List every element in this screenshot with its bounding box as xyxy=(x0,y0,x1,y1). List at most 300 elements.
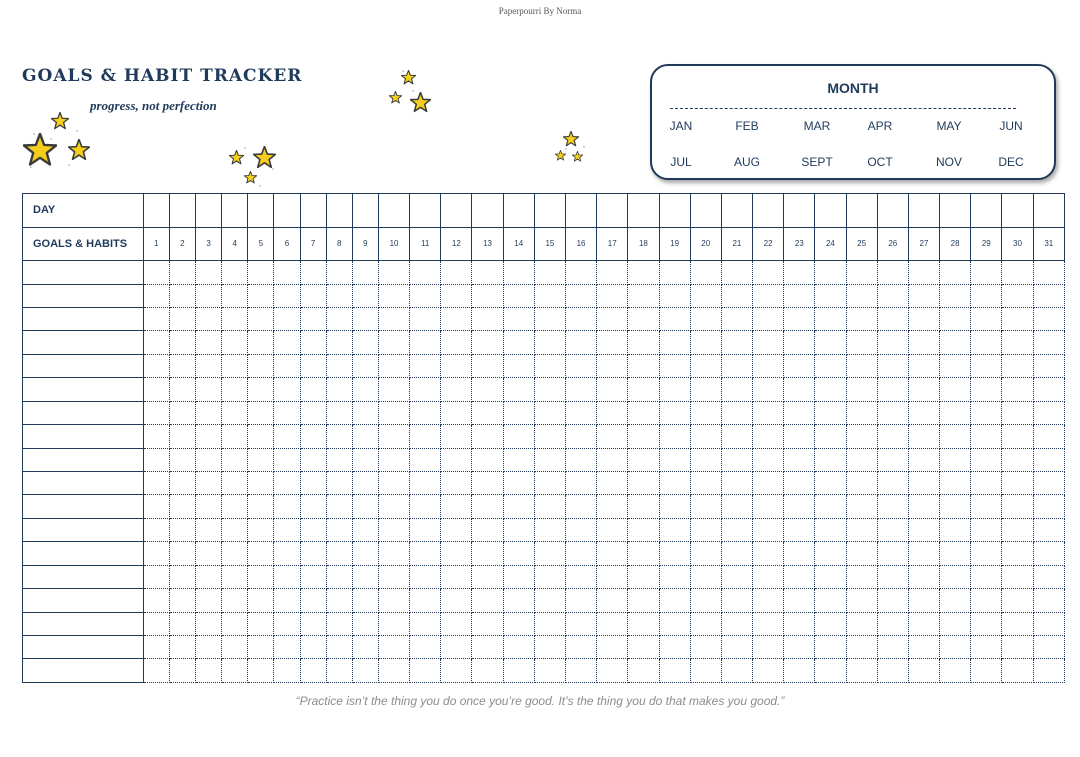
habit-check-cell xyxy=(169,472,195,495)
habit-check-cell xyxy=(300,425,326,448)
habit-row xyxy=(23,354,1065,377)
habit-check-cell xyxy=(877,589,908,612)
habit-check-cell xyxy=(1033,589,1064,612)
day-number: 29 xyxy=(971,227,1002,261)
habit-check-cell xyxy=(846,542,877,565)
day-of-week-cell xyxy=(1002,194,1033,228)
habit-check-cell xyxy=(441,542,472,565)
habit-check-cell xyxy=(300,542,326,565)
habit-check-cell xyxy=(472,401,503,424)
habit-check-cell xyxy=(378,472,409,495)
habit-check-cell xyxy=(1033,401,1064,424)
habit-check-cell xyxy=(195,284,221,307)
habit-check-cell xyxy=(378,331,409,354)
habit-check-cell xyxy=(690,542,721,565)
habit-check-cell xyxy=(690,612,721,635)
habit-check-cell xyxy=(597,659,628,683)
habit-check-cell xyxy=(195,331,221,354)
habit-check-cell xyxy=(659,261,690,284)
habit-check-cell xyxy=(877,284,908,307)
habit-check-cell xyxy=(143,401,169,424)
habit-check-cell xyxy=(195,378,221,401)
habit-check-cell xyxy=(940,589,971,612)
day-number: 30 xyxy=(1002,227,1033,261)
habit-check-cell xyxy=(597,635,628,658)
habit-check-cell xyxy=(846,495,877,518)
day-of-week-cell xyxy=(326,194,352,228)
habit-check-cell xyxy=(690,565,721,588)
habit-check-cell xyxy=(628,659,659,683)
habit-check-cell xyxy=(248,308,274,331)
habit-check-cell xyxy=(565,635,596,658)
day-number: 27 xyxy=(908,227,939,261)
habit-check-cell xyxy=(846,659,877,683)
habit-check-cell xyxy=(877,308,908,331)
habit-row xyxy=(23,448,1065,471)
habit-check-cell xyxy=(169,542,195,565)
habit-check-cell xyxy=(815,612,846,635)
habit-check-cell xyxy=(222,425,248,448)
habit-check-cell xyxy=(1002,589,1033,612)
habit-check-cell xyxy=(195,401,221,424)
habit-check-cell xyxy=(195,518,221,541)
habit-check-cell xyxy=(1002,261,1033,284)
habit-check-cell xyxy=(597,495,628,518)
habit-check-cell xyxy=(597,542,628,565)
habit-check-cell xyxy=(753,354,784,377)
habit-check-cell xyxy=(195,308,221,331)
habit-check-cell xyxy=(143,354,169,377)
sparkle-dot xyxy=(583,146,585,148)
day-number: 3 xyxy=(195,227,221,261)
habit-check-cell xyxy=(472,612,503,635)
habit-check-cell xyxy=(846,261,877,284)
habit-check-cell xyxy=(971,448,1002,471)
habit-check-cell xyxy=(971,542,1002,565)
habit-check-cell xyxy=(410,612,441,635)
habit-check-cell xyxy=(1002,378,1033,401)
habit-check-cell xyxy=(352,612,378,635)
day-of-week-cell xyxy=(597,194,628,228)
footer-quote: “Practice isn’t the thing you do once you’re good. It’s the thing you do that makes you good.” xyxy=(295,694,785,708)
day-of-week-cell xyxy=(274,194,300,228)
habit-check-cell xyxy=(300,659,326,683)
habit-name-cell xyxy=(23,518,144,541)
day-of-week-cell xyxy=(534,194,565,228)
habit-check-cell xyxy=(1033,308,1064,331)
habit-check-cell xyxy=(274,284,300,307)
habit-check-cell xyxy=(565,401,596,424)
habit-check-cell xyxy=(659,331,690,354)
habit-check-cell xyxy=(472,284,503,307)
habit-check-cell xyxy=(565,589,596,612)
day-number: 1 xyxy=(143,227,169,261)
habit-check-cell xyxy=(846,448,877,471)
habit-check-cell xyxy=(326,378,352,401)
habit-check-cell xyxy=(441,425,472,448)
habit-check-cell xyxy=(534,612,565,635)
habit-check-cell xyxy=(659,612,690,635)
habit-check-cell xyxy=(143,635,169,658)
habit-check-cell xyxy=(352,472,378,495)
habit-check-cell xyxy=(846,308,877,331)
day-number: 18 xyxy=(628,227,659,261)
habit-check-cell xyxy=(628,401,659,424)
star-icon xyxy=(555,150,566,161)
habit-check-cell xyxy=(410,401,441,424)
day-number: 2 xyxy=(169,227,195,261)
habit-check-cell xyxy=(274,472,300,495)
habit-check-cell xyxy=(1033,495,1064,518)
habit-check-cell xyxy=(721,659,752,683)
habit-check-cell xyxy=(378,635,409,658)
habit-check-cell xyxy=(274,542,300,565)
habit-check-cell xyxy=(195,565,221,588)
habit-row xyxy=(23,659,1065,683)
habit-check-cell xyxy=(169,448,195,471)
sparkle-dot xyxy=(244,147,246,149)
habit-check-cell xyxy=(815,659,846,683)
habit-check-cell xyxy=(815,284,846,307)
habit-check-cell xyxy=(378,378,409,401)
habit-check-cell xyxy=(472,589,503,612)
habit-check-cell xyxy=(940,612,971,635)
habit-check-cell xyxy=(1002,495,1033,518)
day-number: 4 xyxy=(222,227,248,261)
habit-name-cell xyxy=(23,331,144,354)
habit-check-cell xyxy=(503,495,534,518)
habit-check-cell xyxy=(721,448,752,471)
habit-check-cell xyxy=(222,401,248,424)
habit-row xyxy=(23,425,1065,448)
month-option-aug: AUG xyxy=(733,155,761,169)
habit-check-cell xyxy=(877,354,908,377)
habit-check-cell xyxy=(846,284,877,307)
habit-check-cell xyxy=(222,635,248,658)
sparkle-dot xyxy=(402,70,404,72)
habit-check-cell xyxy=(628,472,659,495)
habit-check-cell xyxy=(908,425,939,448)
habit-check-cell xyxy=(784,284,815,307)
habit-check-cell xyxy=(534,659,565,683)
habit-check-cell xyxy=(971,635,1002,658)
day-of-week-cell xyxy=(169,194,195,228)
month-option-jun: JUN xyxy=(999,119,1023,133)
day-of-week-cell xyxy=(846,194,877,228)
day-label: DAY xyxy=(23,194,144,228)
habit-check-cell xyxy=(721,331,752,354)
habit-check-cell xyxy=(908,542,939,565)
habit-check-cell xyxy=(659,354,690,377)
habit-check-cell xyxy=(908,635,939,658)
day-of-week-cell xyxy=(1033,194,1064,228)
habit-check-cell xyxy=(815,518,846,541)
habit-check-cell xyxy=(410,542,441,565)
day-number: 17 xyxy=(597,227,628,261)
habit-name-cell xyxy=(23,542,144,565)
habit-check-cell xyxy=(352,261,378,284)
habit-check-cell xyxy=(503,542,534,565)
habit-check-cell xyxy=(565,261,596,284)
habit-check-cell xyxy=(222,495,248,518)
habit-check-cell xyxy=(565,659,596,683)
habit-check-cell xyxy=(169,659,195,683)
habit-check-cell xyxy=(441,261,472,284)
habit-check-cell xyxy=(940,472,971,495)
habit-check-cell xyxy=(690,659,721,683)
habit-check-cell xyxy=(143,448,169,471)
habit-check-cell xyxy=(472,472,503,495)
habit-check-cell xyxy=(753,425,784,448)
habit-check-cell xyxy=(971,378,1002,401)
day-number: 31 xyxy=(1033,227,1064,261)
habit-check-cell xyxy=(195,261,221,284)
habit-check-cell xyxy=(565,472,596,495)
habit-check-cell xyxy=(690,589,721,612)
habit-check-cell xyxy=(441,659,472,683)
habit-check-cell xyxy=(195,589,221,612)
habit-check-cell xyxy=(628,354,659,377)
habit-row xyxy=(23,612,1065,635)
habit-check-cell xyxy=(410,659,441,683)
habit-row xyxy=(23,589,1065,612)
habit-check-cell xyxy=(753,308,784,331)
habit-check-cell xyxy=(846,518,877,541)
habit-check-cell xyxy=(169,589,195,612)
habit-check-cell xyxy=(326,448,352,471)
habit-check-cell xyxy=(628,448,659,471)
habit-name-cell xyxy=(23,354,144,377)
habit-check-cell xyxy=(472,635,503,658)
habit-check-cell xyxy=(784,542,815,565)
habit-name-cell xyxy=(23,659,144,683)
habit-check-cell xyxy=(326,331,352,354)
habit-check-cell xyxy=(169,308,195,331)
habit-check-cell xyxy=(1002,354,1033,377)
habit-check-cell xyxy=(274,612,300,635)
habit-check-cell xyxy=(1033,472,1064,495)
habit-check-cell xyxy=(222,331,248,354)
habit-row xyxy=(23,308,1065,331)
habit-check-cell xyxy=(441,495,472,518)
habit-check-cell xyxy=(326,542,352,565)
habit-check-cell xyxy=(410,354,441,377)
habit-check-cell xyxy=(597,518,628,541)
day-of-week-cell xyxy=(472,194,503,228)
day-of-week-cell xyxy=(659,194,690,228)
habit-row xyxy=(23,542,1065,565)
sparkle-dot xyxy=(30,166,32,168)
habit-check-cell xyxy=(300,261,326,284)
habit-check-cell xyxy=(753,261,784,284)
habit-check-cell xyxy=(721,495,752,518)
habit-check-cell xyxy=(565,612,596,635)
habit-check-cell xyxy=(503,331,534,354)
habit-check-cell xyxy=(1033,331,1064,354)
habit-check-cell xyxy=(877,635,908,658)
habit-check-cell xyxy=(143,425,169,448)
habit-check-cell xyxy=(352,354,378,377)
habit-check-cell xyxy=(815,495,846,518)
habit-check-cell xyxy=(1033,635,1064,658)
habit-check-cell xyxy=(690,401,721,424)
habit-check-cell xyxy=(472,659,503,683)
habit-check-cell xyxy=(352,565,378,588)
habit-check-cell xyxy=(326,612,352,635)
habit-name-cell xyxy=(23,565,144,588)
habit-check-cell xyxy=(300,589,326,612)
habit-name-cell xyxy=(23,495,144,518)
habit-check-cell xyxy=(940,518,971,541)
day-number: 16 xyxy=(565,227,596,261)
star-icon xyxy=(572,151,583,162)
day-of-week-cell xyxy=(971,194,1002,228)
habit-check-cell xyxy=(753,448,784,471)
habit-check-cell xyxy=(1002,518,1033,541)
habit-check-cell xyxy=(326,401,352,424)
habit-check-cell xyxy=(169,635,195,658)
habit-check-cell xyxy=(784,331,815,354)
habit-check-cell xyxy=(503,284,534,307)
habit-check-cell xyxy=(503,589,534,612)
habit-check-cell xyxy=(846,472,877,495)
habit-check-cell xyxy=(628,308,659,331)
habit-check-cell xyxy=(846,612,877,635)
habit-check-cell xyxy=(753,612,784,635)
star-icon xyxy=(51,112,69,130)
habit-check-cell xyxy=(300,612,326,635)
day-number: 12 xyxy=(441,227,472,261)
habit-check-cell xyxy=(1002,425,1033,448)
habit-check-cell xyxy=(908,612,939,635)
day-of-week-cell xyxy=(352,194,378,228)
habit-check-cell xyxy=(441,448,472,471)
habit-check-cell xyxy=(378,659,409,683)
habit-check-cell xyxy=(690,495,721,518)
habit-check-cell xyxy=(846,425,877,448)
day-number: 28 xyxy=(940,227,971,261)
habit-check-cell xyxy=(877,612,908,635)
habit-check-cell xyxy=(410,635,441,658)
habit-check-cell xyxy=(195,635,221,658)
habit-check-cell xyxy=(784,612,815,635)
habit-check-cell xyxy=(908,401,939,424)
habit-check-cell xyxy=(195,472,221,495)
month-option-jul: JUL xyxy=(670,155,692,169)
habit-check-cell xyxy=(143,659,169,683)
habit-check-cell xyxy=(565,448,596,471)
habit-check-cell xyxy=(940,308,971,331)
day-of-week-cell xyxy=(628,194,659,228)
habit-check-cell xyxy=(222,659,248,683)
habit-check-cell xyxy=(690,378,721,401)
habit-check-cell xyxy=(971,565,1002,588)
habit-check-cell xyxy=(940,401,971,424)
sparkle-dot xyxy=(33,133,35,135)
habit-check-cell xyxy=(248,589,274,612)
habit-check-cell xyxy=(503,308,534,331)
habit-check-cell xyxy=(690,308,721,331)
habit-name-cell xyxy=(23,425,144,448)
habit-check-cell xyxy=(690,284,721,307)
habit-check-cell xyxy=(753,518,784,541)
habit-name-cell xyxy=(23,589,144,612)
habit-check-cell xyxy=(628,565,659,588)
habit-check-cell xyxy=(1033,542,1064,565)
month-option-mar: MAR xyxy=(803,119,831,133)
habit-check-cell xyxy=(222,518,248,541)
habit-check-cell xyxy=(222,284,248,307)
habit-check-cell xyxy=(940,354,971,377)
habit-check-cell xyxy=(222,354,248,377)
habit-check-cell xyxy=(908,331,939,354)
habit-check-cell xyxy=(274,659,300,683)
habit-check-cell xyxy=(195,659,221,683)
habit-check-cell xyxy=(908,378,939,401)
habit-check-cell xyxy=(169,354,195,377)
habit-check-cell xyxy=(940,378,971,401)
habit-check-cell xyxy=(1033,518,1064,541)
habit-check-cell xyxy=(940,659,971,683)
month-option-nov: NOV xyxy=(935,155,963,169)
habit-check-cell xyxy=(274,308,300,331)
habit-check-cell xyxy=(690,448,721,471)
habit-check-cell xyxy=(784,565,815,588)
habit-check-cell xyxy=(248,425,274,448)
habit-check-cell xyxy=(628,284,659,307)
habit-check-cell xyxy=(597,378,628,401)
habit-check-cell xyxy=(274,518,300,541)
day-number: 8 xyxy=(326,227,352,261)
sparkle-dot xyxy=(76,130,78,132)
month-option-jan: JAN xyxy=(669,119,693,133)
habit-check-cell xyxy=(846,354,877,377)
habit-check-cell xyxy=(753,542,784,565)
habit-check-cell xyxy=(940,284,971,307)
habit-check-cell xyxy=(597,354,628,377)
habit-check-cell xyxy=(274,401,300,424)
habit-row xyxy=(23,635,1065,658)
habit-check-cell xyxy=(472,518,503,541)
habit-check-cell xyxy=(143,284,169,307)
habit-check-cell xyxy=(877,518,908,541)
habit-row xyxy=(23,472,1065,495)
habit-check-cell xyxy=(628,635,659,658)
habit-check-cell xyxy=(815,472,846,495)
habit-check-cell xyxy=(753,659,784,683)
habit-check-cell xyxy=(877,659,908,683)
habit-check-cell xyxy=(628,378,659,401)
habit-check-cell xyxy=(628,612,659,635)
day-of-week-cell xyxy=(908,194,939,228)
habit-name-cell xyxy=(23,261,144,284)
habit-check-cell xyxy=(441,612,472,635)
habit-check-cell xyxy=(565,425,596,448)
habit-check-cell xyxy=(472,261,503,284)
habit-check-cell xyxy=(753,495,784,518)
habit-check-cell xyxy=(784,472,815,495)
habit-check-cell xyxy=(169,518,195,541)
habit-check-cell xyxy=(721,635,752,658)
habit-check-cell xyxy=(971,401,1002,424)
habit-check-cell xyxy=(908,448,939,471)
habit-check-cell xyxy=(721,378,752,401)
habit-check-cell xyxy=(143,331,169,354)
habit-check-cell xyxy=(248,378,274,401)
habit-check-cell xyxy=(195,448,221,471)
day-of-week-cell xyxy=(565,194,596,228)
habit-check-cell xyxy=(597,331,628,354)
